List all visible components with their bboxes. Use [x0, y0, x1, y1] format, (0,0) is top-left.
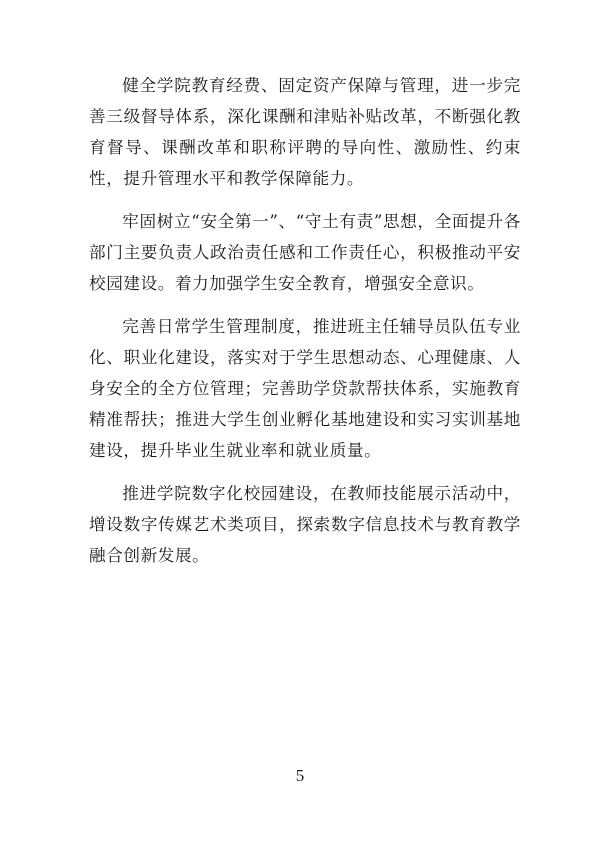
paragraph-finance-management: 健全学院教育经费、固定资产保障与管理，进一步完善三级督导体系，深化课酬和津贴补贴改革，不断强化教育督导、课酬改革和职称评聘的导向性、激励性、约束性，提升管理水平和教学保障能力。 — [89, 76, 521, 188]
page-body — [89, 70, 521, 583]
paragraph-student-management: 完善日常学生管理制度，推进班主任辅导员队伍专业化、职业化建设，落实对于学生思想动态、心理健康、人身安全的全方位管理；完善助学贷款帮扶体系，实施教育精准帮扶；推进大学生创业孵化基地建设和实习实训基地建设，提升毕业生就业率和就业质量。 — [89, 317, 521, 460]
page-number: 5 — [295, 766, 305, 785]
paragraph-safety: 牢固树立“安全第一”、“守土有责”思想，全面提升各部门主要负责人政治责任感和工作责任心，积极推动平安校园建设。着力加强学生安全教育，增强安全意识。 — [89, 212, 521, 293]
paragraph-digital-campus: 推进学院数字化校园建设，在教师技能展示活动中，增设数字传媒艺术类项目，探索数字信息技术与教育教学融合创新发展。 — [89, 484, 521, 565]
